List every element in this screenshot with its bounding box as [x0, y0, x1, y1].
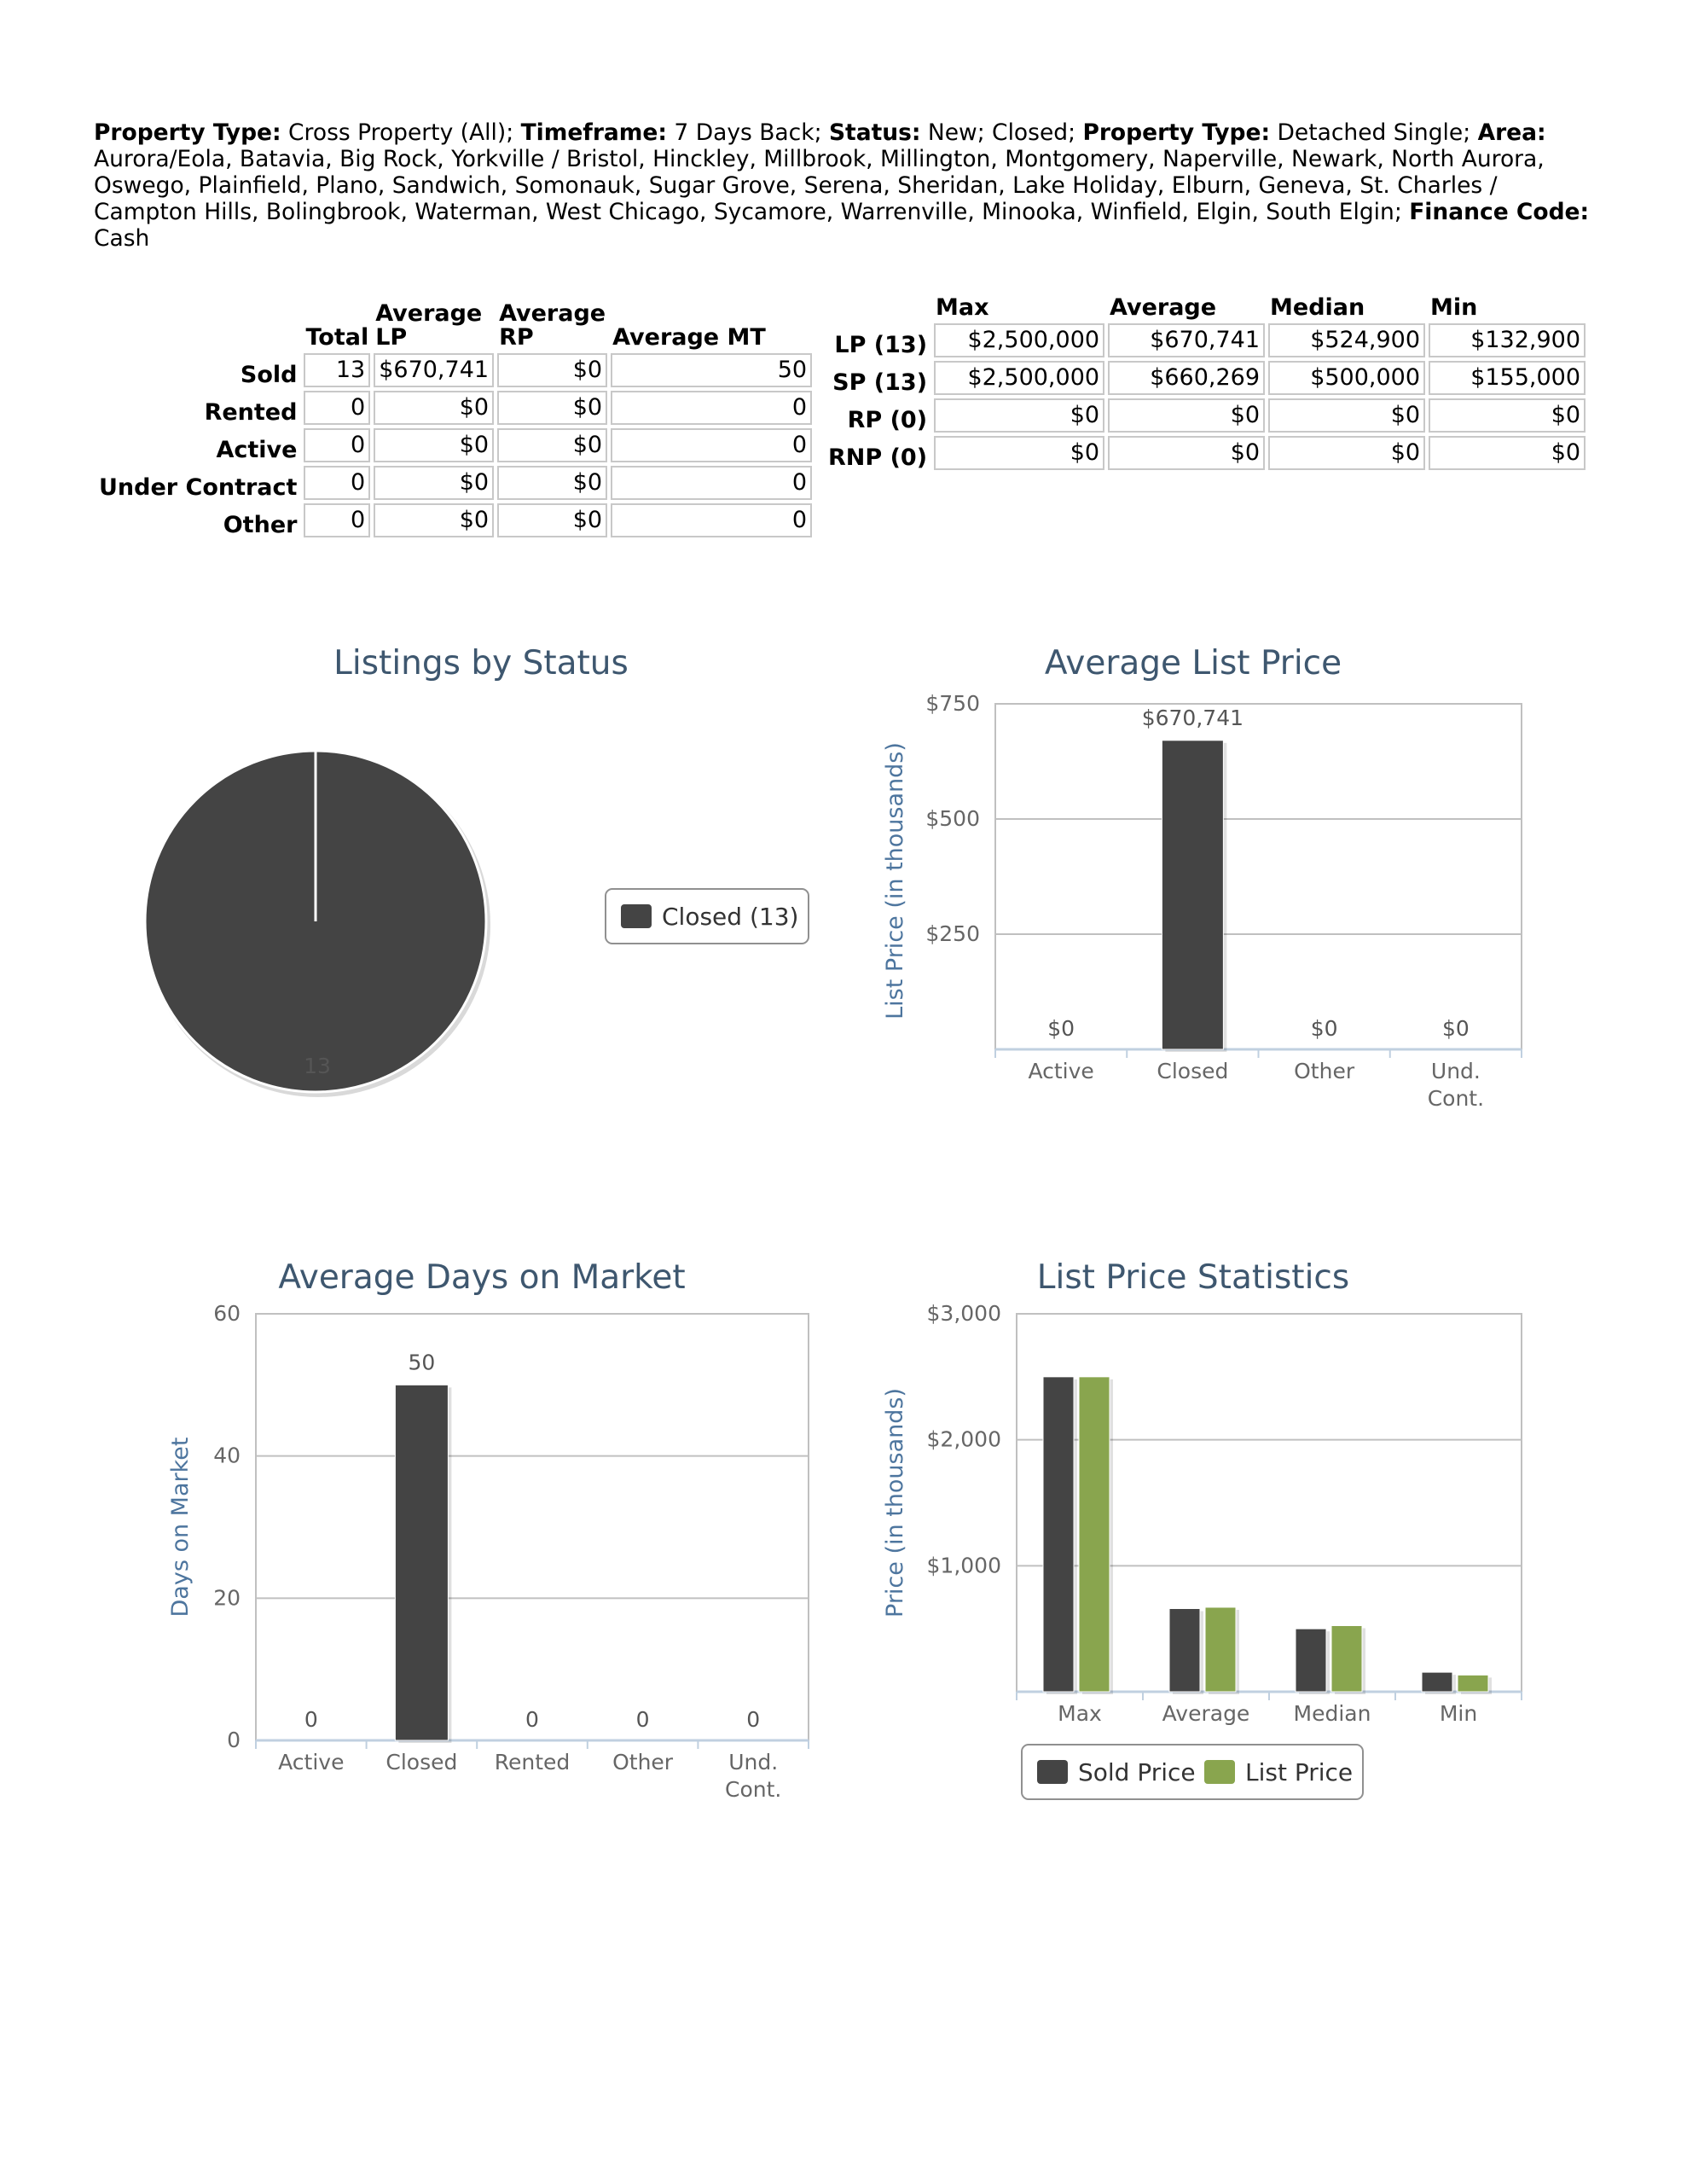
price-summary-table [823, 293, 1589, 473]
x-tick-label: Rented [494, 1750, 571, 1774]
y-tick-label: $500 [925, 806, 980, 831]
y-tick-label: $3,000 [926, 1301, 1001, 1326]
y-tick-label: 40 [213, 1443, 241, 1468]
x-tick-label: Other [1294, 1059, 1355, 1083]
bar-data-label: 0 [635, 1707, 650, 1732]
bar [1162, 741, 1223, 1049]
criteria-value: 7 Days Back; [666, 119, 829, 146]
bar-data-label: $0 [1310, 1016, 1338, 1041]
table-cell: 0 [611, 391, 812, 425]
table-cell: $0 [1268, 436, 1425, 470]
y-axis-title: Price (in thousands) [882, 1388, 908, 1618]
x-tick-label: Min [1439, 1701, 1478, 1726]
y-tick-label: $2,000 [926, 1426, 1001, 1452]
corner-cell [97, 302, 300, 350]
y-tick-label: $1,000 [926, 1553, 1001, 1578]
table-row [97, 391, 812, 425]
x-tick-label: Und. Cont. [725, 1750, 782, 1802]
table-cell: $132,900 [1429, 323, 1586, 357]
average-days-on-market-chart [154, 1246, 836, 1826]
table-row [826, 361, 1586, 395]
row-header: LP (13) [834, 332, 928, 358]
row-header: RP (0) [847, 407, 928, 433]
y-tick-label: $750 [925, 691, 980, 716]
criteria-value: New; Closed; [920, 119, 1083, 146]
list-price-statistics-chart [853, 1246, 1552, 1826]
bar [1169, 1609, 1200, 1692]
bar-data-label: 0 [525, 1707, 539, 1732]
column-header: Average MT [612, 324, 766, 351]
criteria-value: Cross Property (All); [281, 119, 521, 146]
table-cell: $670,741 [1108, 323, 1265, 357]
table-cell: $0 [497, 391, 607, 425]
table-cell: $0 [497, 428, 607, 462]
table-cell: $0 [374, 428, 494, 462]
criteria-label: Status: [828, 119, 921, 146]
column-header: Min [1430, 294, 1478, 321]
table-cell: 0 [304, 466, 370, 500]
bar-data-label: 50 [408, 1350, 436, 1375]
table-row [826, 323, 1586, 357]
y-axis-title: Days on Market [167, 1437, 194, 1618]
x-tick-label: Closed [386, 1750, 458, 1774]
table-row [97, 466, 812, 500]
table-header-row [826, 296, 1586, 320]
average-list-price-chart [853, 631, 1552, 1211]
column-header: Average RP [499, 300, 606, 351]
table-cell: 13 [304, 353, 370, 387]
table-cell: $0 [374, 391, 494, 425]
bar [1458, 1675, 1488, 1692]
table-cell: $0 [374, 503, 494, 537]
table-cell: $0 [1429, 398, 1586, 433]
listings-by-status-chart [119, 631, 836, 1109]
column-header: Max [936, 294, 989, 321]
row-header: Other [223, 512, 298, 538]
table-cell: 0 [611, 428, 812, 462]
table-cell: $500,000 [1268, 361, 1425, 395]
table-cell: $0 [374, 466, 494, 500]
y-axis-title: List Price (in thousands) [882, 742, 908, 1019]
table-header-row [97, 302, 812, 350]
legend-item: Closed (13) [662, 903, 799, 931]
criteria-value: Cash [94, 225, 150, 252]
table-cell: $2,500,000 [934, 323, 1104, 357]
criteria-value: Aurora/Eola, Batavia, Big Rock, Yorkville / Bristol, Hinckley, Millbrook, Millington, Montgomery, Naperville, Newark, North Aurora, Oswego, Plainfield, Plano, Sandwich, Somonauk, Sugar Grove, Serena, Sheridan, Lake Holiday, Elburn, Geneva, St. Charles / Campton Hills, Bolingbrook, Waterman, West Chicago, Sycamore, Warrenville, Minooka, Winfield, Elgin, South Elgin; [94, 146, 1545, 225]
row-header: SP (13) [832, 369, 928, 396]
legend-item: List Price [1245, 1758, 1354, 1786]
y-tick-label: 60 [213, 1301, 241, 1326]
chart-title: Average Days on Market [278, 1258, 686, 1297]
table-cell: $0 [497, 466, 607, 500]
plot-border [995, 704, 1522, 1049]
pie-data-label: 13 [304, 1054, 331, 1078]
table-cell: 0 [611, 466, 812, 500]
column-header: Average [1110, 294, 1217, 321]
bar [1205, 1607, 1236, 1692]
table-cell: $155,000 [1429, 361, 1586, 395]
bar [1079, 1377, 1110, 1692]
row-header: RNP (0) [828, 444, 928, 471]
criteria-value: Detached Single; [1270, 119, 1478, 146]
table-cell: 50 [611, 353, 812, 387]
chart-title: List Price Statistics [1036, 1258, 1350, 1297]
legend-swatch [1037, 1760, 1068, 1784]
corner-cell [826, 296, 930, 320]
chart-title: Average List Price [1044, 644, 1342, 682]
table-cell: $0 [934, 398, 1104, 433]
bar-data-label: $0 [1047, 1016, 1075, 1041]
table-cell: $0 [1268, 398, 1425, 433]
x-tick-label: Active [278, 1750, 345, 1774]
table-row [97, 503, 812, 537]
column-header: Median [1270, 294, 1365, 321]
y-tick-label: 0 [227, 1728, 241, 1752]
criteria-label: Property Type: [94, 119, 281, 146]
table-row [826, 436, 1586, 470]
table-cell: $0 [934, 436, 1104, 470]
x-tick-label: Median [1293, 1701, 1371, 1726]
table-cell: $0 [497, 353, 607, 387]
bar [1043, 1377, 1074, 1692]
table-row [97, 428, 812, 462]
x-tick-label: Other [612, 1750, 674, 1774]
bar-data-label: $0 [1441, 1016, 1470, 1041]
table-cell: $0 [1108, 436, 1265, 470]
row-header: Rented [204, 399, 298, 426]
status-summary-table [94, 299, 815, 541]
table-cell: $0 [1429, 436, 1586, 470]
bar-data-label: $670,741 [1141, 705, 1244, 730]
column-header: Average LP [375, 300, 483, 351]
bar [1296, 1629, 1326, 1692]
table-row [97, 353, 812, 387]
table-cell: 0 [304, 503, 370, 537]
table-cell: $660,269 [1108, 361, 1265, 395]
table-row [826, 398, 1586, 433]
table-cell: $524,900 [1268, 323, 1425, 357]
y-tick-label: $250 [925, 921, 980, 946]
bar [1422, 1672, 1452, 1692]
table-cell: 0 [304, 428, 370, 462]
x-tick-label: Max [1058, 1701, 1102, 1726]
x-tick-label: Und. Cont. [1427, 1059, 1485, 1111]
plot-border [256, 1314, 809, 1740]
x-tick-label: Average [1162, 1701, 1250, 1726]
table-cell: 0 [611, 503, 812, 537]
row-header: Under Contract [99, 474, 298, 501]
criteria-label: Property Type: [1082, 119, 1271, 146]
criteria-label: Area: [1477, 119, 1546, 146]
legend-item: Sold Price [1078, 1758, 1196, 1786]
legend-swatch [1204, 1760, 1235, 1784]
row-header: Sold [240, 362, 298, 388]
bar [1331, 1625, 1362, 1692]
x-tick-label: Active [1028, 1059, 1094, 1083]
bar [395, 1385, 448, 1740]
table-cell: $0 [1108, 398, 1265, 433]
chart-title: Listings by Status [333, 644, 629, 682]
table-cell: 0 [304, 391, 370, 425]
search-criteria [94, 119, 1595, 252]
y-tick-label: 20 [213, 1585, 241, 1611]
column-header: Total [305, 324, 369, 351]
bar-data-label: 0 [304, 1707, 318, 1732]
bar-data-label: 0 [746, 1707, 761, 1732]
table-cell: $670,741 [374, 353, 494, 387]
criteria-label: Finance Code: [1409, 199, 1590, 225]
row-header: Active [216, 437, 298, 463]
criteria-label: Timeframe: [520, 119, 667, 146]
x-tick-label: Closed [1157, 1059, 1229, 1083]
table-cell: $2,500,000 [934, 361, 1104, 395]
table-cell: $0 [497, 503, 607, 537]
legend-swatch [621, 904, 652, 928]
